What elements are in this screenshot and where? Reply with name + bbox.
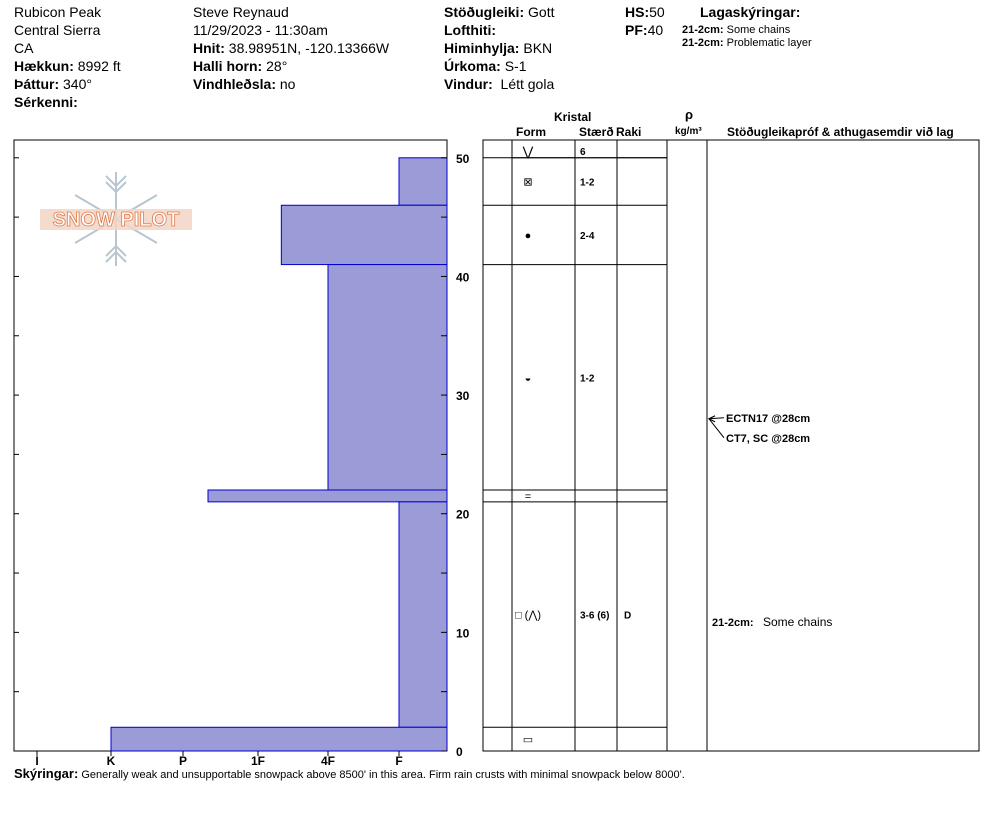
surface-form: ⋁ [522,143,534,159]
stability-tests [709,413,810,445]
col-header-crystal: Kristal [554,110,592,124]
header-location: Rubicon Peak [14,4,102,20]
layer-moisture: D [624,610,632,622]
height-tick-label: 50 [456,151,470,166]
layer-note: 21-2cm: Problematic layer [682,37,812,49]
hardness-bar [399,502,447,727]
test-arrow [709,419,724,438]
header-aspect: Þáttur: 340° [14,76,92,92]
height-tick-label: 10 [456,626,470,641]
layer-table-frame [483,140,979,751]
hardness-tick-label: 4F [320,754,336,768]
header-stability: Stöðugleiki: Gott [444,4,555,20]
header-air-temp: Lofthiti: [444,22,497,38]
layer-form: ◒ [524,372,532,385]
logo-text: SNOW PILOT [52,209,180,231]
hardness-tick-label: K [106,754,116,768]
hardness-bar [281,205,447,264]
layer-form: ⊠ [523,176,533,189]
left-ticks [14,158,19,692]
layer-comment-text: Some chains [763,615,833,629]
test-label: ECTN17 @28cm [726,412,811,425]
test-label: CT7, SC @28cm [726,432,811,445]
header-state: CA [14,40,34,56]
hardness-bar [328,265,447,490]
hardness-bar [111,727,447,751]
header-observer: Steve Reynaud [193,4,289,20]
hardness-tick-label: I [35,754,39,768]
header-sky: Himinhylja: BKN [444,40,553,56]
snowpilot-logo [40,172,192,266]
hardness-bars [111,158,447,751]
hardness-tick-label: P [178,754,188,768]
col-header-rho: ρ [685,107,694,122]
layer-form: ▭ [522,734,534,747]
hardness-bar [208,490,447,502]
header-range: Central Sierra [14,22,101,38]
header-features: Sérkenni: [14,94,78,110]
header-pf: PF:40 [625,22,664,38]
header-elevation: Hækkun: 8992 ft [14,58,121,74]
hardness-bar [399,158,447,205]
height-tick-label: 30 [456,389,470,404]
header-coords: Hnit: 38.98951N, -120.13366W [193,40,390,56]
hardness-tick-label: F [395,754,403,768]
height-tick-label: 0 [456,745,463,759]
hardness-tick-label: 1F [250,754,266,768]
layer-size: 2-4 [580,230,595,242]
header-wind-loading: Vindhleðsla: no [193,76,296,92]
layer-form: □ (⋀) [514,609,542,622]
layer-size: 1-2 [580,373,595,385]
height-tick-label: 40 [456,270,470,285]
col-header-form: Form [516,125,546,139]
col-header-size: Stærð [579,125,614,139]
header-datetime: 11/29/2023 - 11:30am [193,22,328,38]
comments: Skýringar: Generally weak and unsupportable snowpack above 8500' in this area. Firm rain crusts with minimal snowpack below 8000'. [14,766,685,781]
header-hs: HS:50 [625,4,665,20]
header-precip: Úrkoma: S-1 [444,58,527,74]
header-wind: Vindur: Létt gola [444,76,555,92]
layer-note: 21-2cm: Some chains [682,24,791,36]
col-header-moisture: Raki [616,125,642,139]
surface-size: 6 [580,146,586,158]
header-slope: Halli horn: 28° [193,58,288,74]
col-header-tests: Stöðugleikapróf & athugasemdir við lag [727,125,954,139]
layer-form: = [524,490,532,503]
layer-comment-depth: 21-2cm: [712,617,754,629]
layer-size: 3-6 (6) [580,610,610,622]
col-header-density-unit: kg/m³ [675,126,702,137]
height-tick-label: 20 [456,507,470,522]
layer-notes-title: Lagaskýringar: [700,4,801,20]
layer-form: ● [524,229,532,242]
layer-size: 1-2 [580,177,595,189]
